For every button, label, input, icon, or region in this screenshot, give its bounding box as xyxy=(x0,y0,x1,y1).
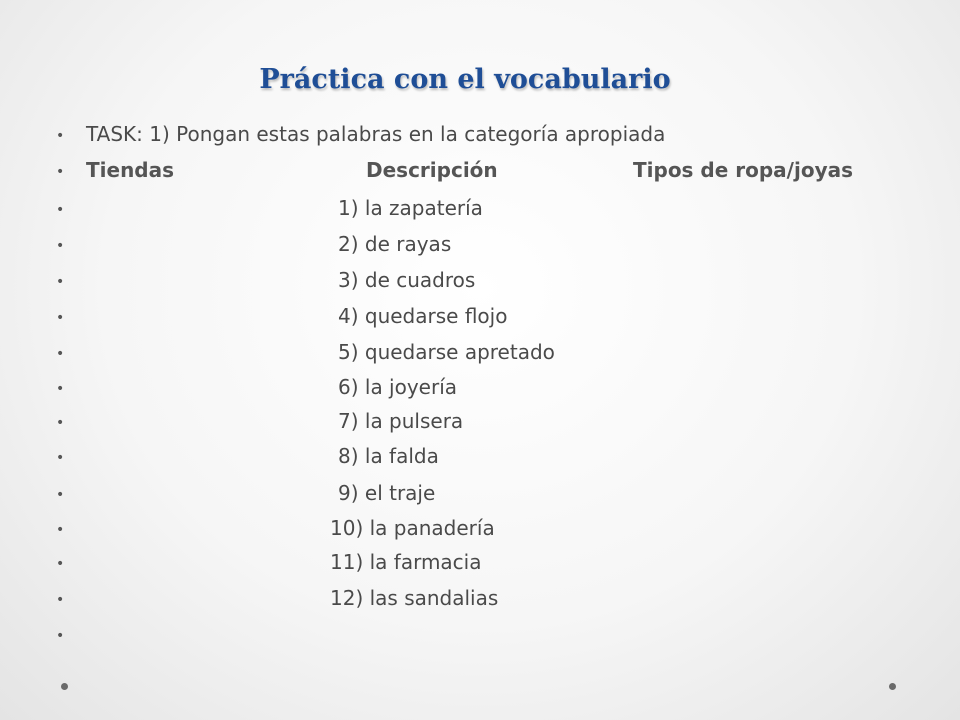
item-text: 1) la zapatería xyxy=(338,196,483,220)
bullet-icon: • xyxy=(56,128,65,144)
list-item xyxy=(0,477,960,513)
item-text: 7) la pulsera xyxy=(338,409,464,433)
list-item xyxy=(0,300,960,336)
corner-dot-icon xyxy=(61,683,68,690)
header-row xyxy=(0,154,960,190)
item-text: 4) quedarse flojo xyxy=(338,304,508,328)
bullet-icon: • xyxy=(56,202,65,218)
list-item xyxy=(0,512,960,548)
item-text: 6) la joyería xyxy=(338,375,458,399)
list-item xyxy=(0,405,960,441)
item-text: 11) la farmacia xyxy=(330,550,482,574)
list-item xyxy=(0,264,960,300)
corner-dot-icon xyxy=(889,683,896,690)
bullet-icon: • xyxy=(56,592,65,608)
bullet-icon: • xyxy=(56,164,65,180)
item-text: 5) quedarse apretado xyxy=(338,340,555,364)
list-item xyxy=(0,336,960,372)
bullet-icon: • xyxy=(56,381,65,397)
bullet-icon: • xyxy=(56,415,65,431)
task-row xyxy=(0,118,960,154)
header-tiendas: Tiendas xyxy=(86,158,175,182)
bullet-icon: • xyxy=(56,450,65,466)
bullet-icon: • xyxy=(56,522,65,538)
bullet-icon: • xyxy=(56,346,65,362)
bullet-icon: • xyxy=(56,310,65,326)
item-text: 12) las sandalias xyxy=(330,586,499,610)
header-descripcion: Descripción xyxy=(366,158,498,182)
list-item xyxy=(0,546,960,582)
item-text: 8) la falda xyxy=(338,444,439,468)
task-text: TASK: 1) Pongan estas palabras en la categoría apropiada xyxy=(86,122,666,146)
list-item xyxy=(0,582,960,618)
list-item xyxy=(0,440,960,476)
list-item xyxy=(0,228,960,264)
bullet-icon: • xyxy=(56,556,65,572)
bullet-icon: • xyxy=(56,274,65,290)
bullet-icon: • xyxy=(56,238,65,254)
item-text: 3) de cuadros xyxy=(338,268,476,292)
slide-title: Práctica con el vocabulario xyxy=(259,64,671,95)
item-text: 2) de rayas xyxy=(338,232,452,256)
bullet-icon: • xyxy=(56,628,65,644)
list-item-empty xyxy=(0,618,960,654)
item-text: 10) la panadería xyxy=(330,516,495,540)
header-tipos: Tipos de ropa/joyas xyxy=(633,158,854,182)
list-item xyxy=(0,192,960,228)
list-item xyxy=(0,371,960,407)
bullet-icon: • xyxy=(56,487,65,503)
item-text: 9) el traje xyxy=(338,481,436,505)
